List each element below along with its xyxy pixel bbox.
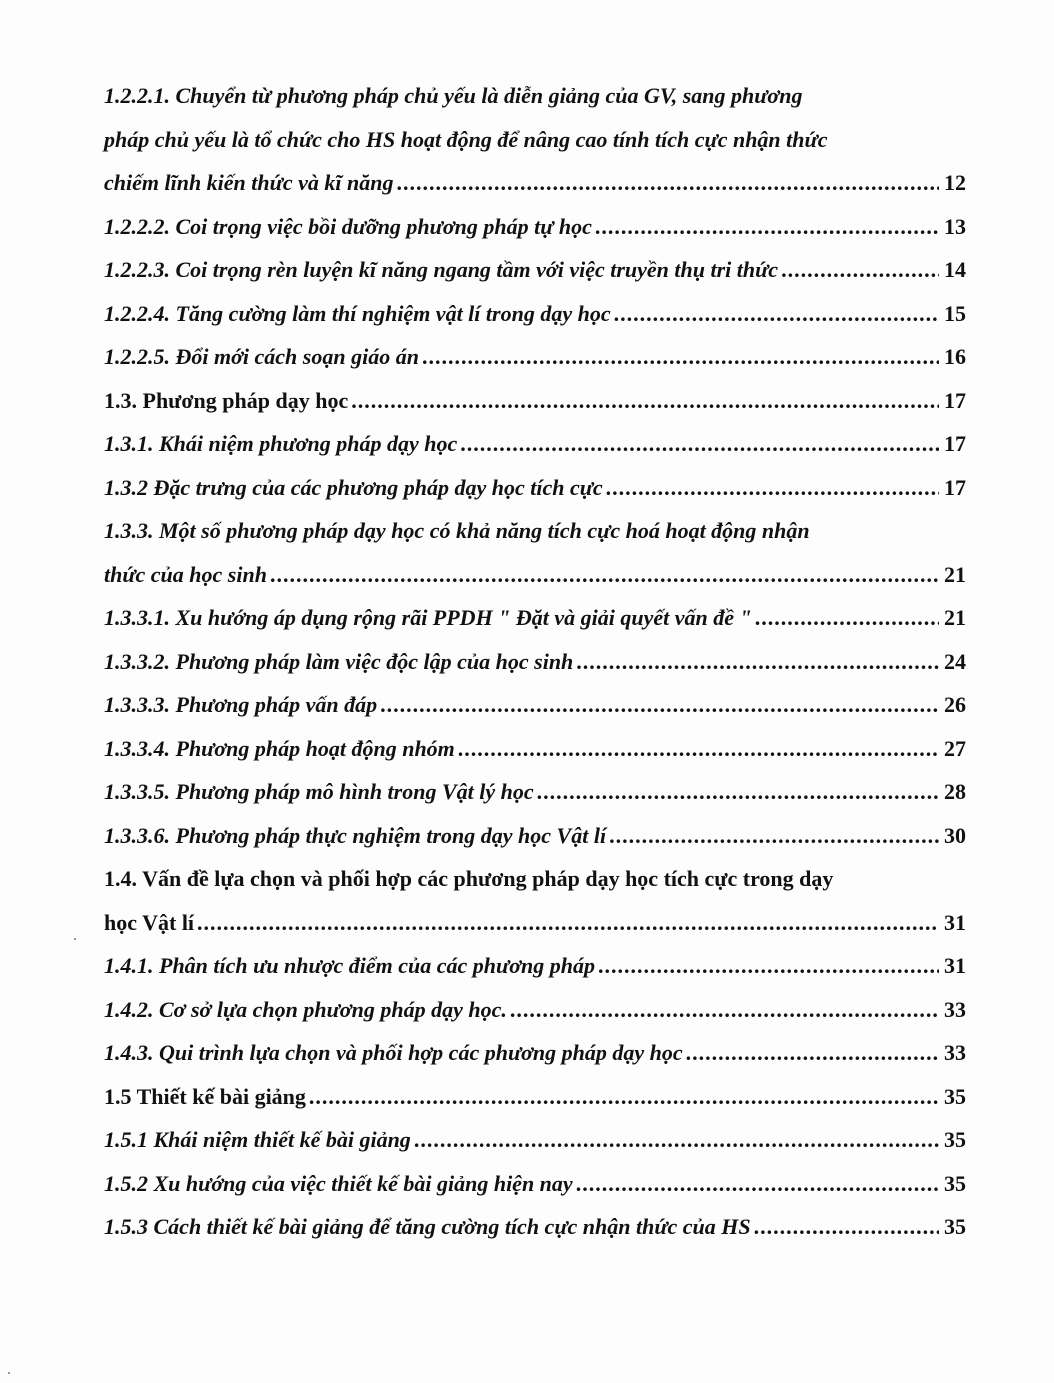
toc-entry[interactable] — [104, 727, 966, 771]
toc-page-number: 26 — [944, 692, 966, 717]
toc-entry-title: 1.3.3.6. Phương pháp thực nghiệm trong dạy học Vật lí — [104, 822, 607, 848]
dot-leader — [781, 248, 939, 292]
dot-leader — [754, 1205, 939, 1249]
toc-entry[interactable] — [104, 683, 966, 727]
toc-entry[interactable] — [104, 1162, 966, 1206]
dot-leader — [309, 1075, 939, 1119]
toc-entry[interactable] — [104, 1205, 966, 1249]
toc-page-number: 35 — [944, 1170, 966, 1196]
toc-page-number: 17 — [944, 431, 966, 456]
toc-page-number: 14 — [944, 257, 966, 282]
toc-page-number: 12 — [944, 170, 966, 195]
dot-leader — [595, 205, 939, 249]
toc-page-number: 35 — [944, 1214, 966, 1239]
toc-entry[interactable] — [104, 422, 966, 466]
toc-entry-title: 1.3.2 Đặc trưng của các phương pháp dạy học tích cực — [104, 474, 603, 500]
dot-leader — [576, 1162, 939, 1206]
toc-entry[interactable] — [104, 553, 966, 597]
toc-entry-title: 1.3.3.2. Phương pháp làm việc độc lập của học sinh — [104, 648, 574, 674]
toc-page-number: 31 — [944, 953, 966, 978]
toc-page-number: 17 — [944, 387, 966, 413]
dot-leader — [414, 1118, 939, 1162]
toc-entry-title: 1.5.1 Khái niệm thiết kế bài giảng — [104, 1127, 411, 1152]
dot-leader — [609, 814, 939, 858]
dot-leader — [460, 422, 939, 466]
toc-entry[interactable] — [104, 901, 966, 945]
toc-entry[interactable] — [104, 335, 966, 379]
dot-leader — [510, 988, 939, 1032]
dot-leader — [537, 770, 939, 814]
toc-page-number: 28 — [944, 779, 966, 804]
toc-entry-title: 1.4.3. Qui trình lựa chọn và phối hợp các phương pháp dạy học — [104, 1040, 683, 1065]
toc-entry-continued-line: pháp chủ yếu là tổ chức cho HS hoạt động để nâng cao tính tích cực nhận thức — [104, 126, 828, 152]
toc-entry-continued-line: 1.3.3. Một số phương pháp dạy học có khả năng tích cực hoá hoạt động nhận — [104, 518, 810, 543]
toc-entry-title: 1.2.2.3. Coi trọng rèn luyện kĩ năng ngang tầm với việc truyền thụ tri thức — [104, 257, 779, 282]
toc-entry-title: 1.3.3.3. Phương pháp vấn đáp — [104, 692, 378, 717]
toc-entry[interactable] — [104, 248, 966, 292]
toc-entry[interactable] — [104, 1031, 966, 1075]
toc-entry[interactable] — [104, 1075, 966, 1119]
toc-page-number: 15 — [944, 300, 966, 326]
toc-page-number: 13 — [944, 213, 966, 239]
dot-leader — [606, 466, 939, 510]
toc-entry-title: 1.4.2. Cơ sở lựa chọn phương pháp dạy học. — [104, 996, 507, 1022]
toc-entry-title: 1.3.3.5. Phương pháp mô hình trong Vật lý học — [104, 779, 534, 804]
toc-entry[interactable] — [104, 814, 966, 858]
toc-entry-title: chiếm lĩnh kiến thức và kĩ năng — [104, 170, 394, 195]
toc-entry[interactable] — [104, 988, 966, 1032]
toc-entry[interactable] — [104, 640, 966, 684]
toc-page-number: 35 — [944, 1083, 966, 1109]
toc-entry[interactable] — [104, 161, 966, 205]
dot-leader — [197, 901, 939, 945]
table-of-contents — [104, 74, 966, 1249]
dot-leader — [380, 683, 939, 727]
dot-leader — [396, 161, 939, 205]
dot-leader — [614, 292, 939, 336]
toc-page-number: 33 — [944, 996, 966, 1022]
dot-leader — [458, 727, 939, 771]
toc-entry-title: 1.5.2 Xu hướng của việc thiết kế bài giảng hiện nay — [104, 1170, 573, 1196]
dot-leader — [576, 640, 939, 684]
toc-page-number: 30 — [944, 822, 966, 848]
toc-page-number: 21 — [944, 561, 966, 587]
toc-page-number: 31 — [944, 909, 966, 935]
toc-page-number: 17 — [944, 474, 966, 500]
toc-entry-title: 1.4.1. Phân tích ưu nhược điểm của các phương pháp — [104, 953, 595, 978]
toc-entry[interactable] — [104, 466, 966, 510]
toc-entry-title: 1.5.3 Cách thiết kế bài giảng để tăng cường tích cực nhận thức của HS — [104, 1214, 751, 1239]
toc-entry-title: 1.3.3.1. Xu hướng áp dụng rộng rãi PPDH " Đặt và giải quyết vấn đề " — [104, 605, 752, 630]
toc-entry[interactable] — [104, 596, 966, 640]
toc-entry-title: 1.2.2.5. Đổi mới cách soạn giáo án — [104, 344, 419, 369]
toc-entry-title: 1.3.3.4. Phương pháp hoạt động nhóm — [104, 735, 455, 761]
toc-page-number: 35 — [944, 1127, 966, 1152]
toc-entry-title: 1.5 Thiết kế bài giảng — [104, 1083, 306, 1109]
toc-entry-continued-line: 1.2.2.1. Chuyển từ phương pháp chủ yếu là diễn giảng của GV, sang phương — [104, 83, 803, 108]
toc-entry[interactable] — [104, 292, 966, 336]
scan-speck — [74, 938, 76, 940]
toc-entry[interactable] — [104, 1118, 966, 1162]
toc-page-number: 27 — [944, 735, 966, 761]
toc-page-number: 24 — [944, 648, 966, 674]
toc-entry[interactable] — [104, 770, 966, 814]
toc-entry-title: học Vật lí — [104, 909, 195, 935]
dot-leader — [686, 1031, 939, 1075]
toc-entry[interactable] — [104, 205, 966, 249]
toc-page-number: 33 — [944, 1040, 966, 1065]
toc-entry[interactable] — [104, 379, 966, 423]
toc-page-number: 16 — [944, 344, 966, 369]
toc-entry[interactable] — [104, 944, 966, 988]
dot-leader — [422, 335, 939, 379]
toc-entry-title: 1.3.1. Khái niệm phương pháp dạy học — [104, 431, 458, 456]
dot-leader — [270, 553, 939, 597]
dot-leader — [351, 379, 939, 423]
toc-entry-title: 1.2.2.4. Tăng cường làm thí nghiệm vật lí trong dạy học — [104, 300, 611, 326]
dot-leader — [598, 944, 939, 988]
toc-entry-continued-line: 1.4. Vấn đề lựa chọn và phối hợp các phương pháp dạy học tích cực trong dạy — [104, 866, 834, 891]
toc-entry-title: thức của học sinh — [104, 561, 267, 587]
toc-entry-title: 1.3. Phương pháp dạy học — [104, 387, 349, 413]
toc-entry-title: 1.2.2.2. Coi trọng việc bồi dưỡng phương pháp tự học — [104, 213, 592, 239]
scan-speck — [8, 1372, 10, 1374]
dot-leader — [755, 596, 939, 640]
toc-page-number: 21 — [944, 605, 966, 630]
